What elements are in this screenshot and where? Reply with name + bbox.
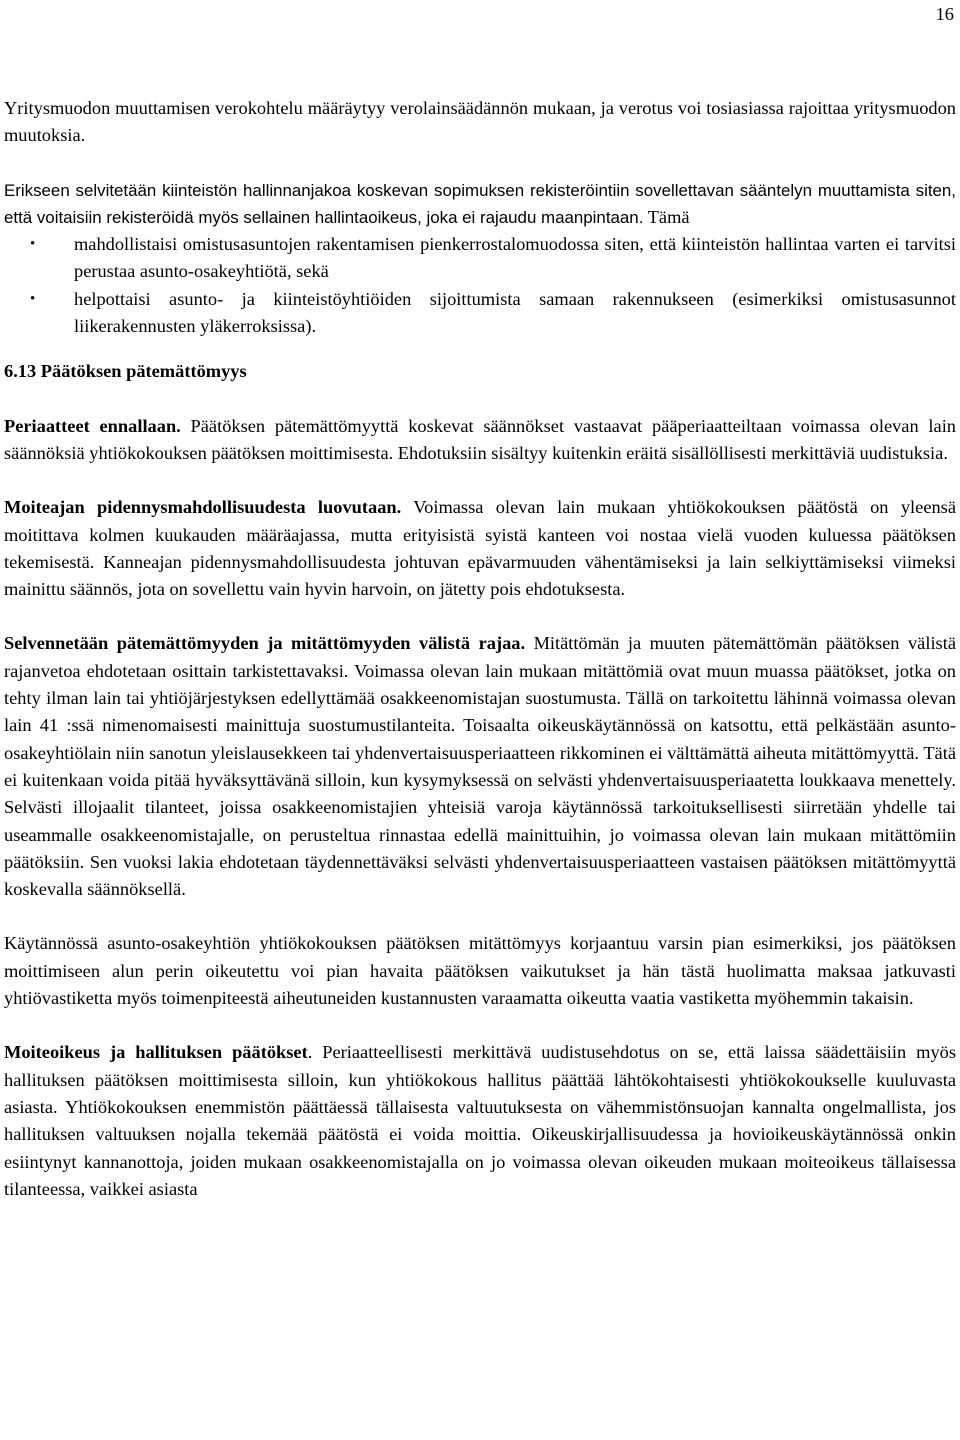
paragraph-body: Päätöksen pätemättömyyttä koskevat säännökset vastaavat pääperiaatteiltaan voimassa olevan lain säännöksiä yhtiökokouksen päätöksen moittimisesta. Ehdotuksiin sisältyy kuitenkin eräitä sisällöllisesti merkittäviä uudistuksia. xyxy=(4,415,957,463)
list-item-text: mahdollistaisi omistusasuntojen rakentamisen pienkerrostalomuodossa siten, että kiinteistön hallintaa varten ei tarvitsi perustaa asunto-osakeyhtiötä, sekä xyxy=(74,234,956,282)
paragraph-body: Voimassa olevan lain mukaan yhtiökokouksen päätöstä on yleensä moitittava kolmen kuukauden määräajassa, mutta erityisistä syistä kanteen voi nostaa vielä vuoden kuluessa päätöksen tekemisestä. Kanneajan pidennysmahdollisuudesta johtuvan epävarmuuden vähentämiseksi ja lain selkiyttämiseksi viimeksi mainittu säännös, jota on sovellettu vain hyvin harvoin, on jätetty pois ehdotuksesta. xyxy=(4,497,956,600)
bullet-list xyxy=(4,231,956,340)
paragraph-lead: Moiteoikeus ja hallituksen päätökset xyxy=(4,1042,308,1063)
paragraph-tax-treatment: Yritysmuodon muuttamisen verokohtelu määräytyy verolainsäädännön mukaan, ja verotus voi tosiasiassa rajoittaa yritysmuodon muutoksia. xyxy=(4,98,956,146)
paragraph-principles xyxy=(4,413,956,468)
paragraph-land-use-agreement xyxy=(4,177,956,232)
bullet-icon: • xyxy=(30,290,36,307)
page-number: 16 xyxy=(935,4,954,24)
paragraph-board-decisions xyxy=(4,1039,956,1203)
paragraph-practice: Käytännössä asunto-osakeyhtiön yhtiökokouksen päätöksen mitättömyys korjaantuu varsin pian esimerkiksi, jos päätöksen moittimiseen alun perin oikeutettu voi pian havaita päätöksen vaikutukset ja hän tästä huolimatta maksaa jatkuvasti yhtiövastiketta myös toimenpiteestä aiheutuneiden kustannusten varaamatta oikeutta vaatia vastiketta myöhemmin takaisin. xyxy=(4,933,956,1009)
paragraph-body: . Periaatteellisesti merkittävä uudistusehdotus on se, että laissa säädettäisiin myös hallituksen päätöksen moittimisesta silloin, kun yhtiökokous hallitus päättää lähtökohtaisesti yhtiökokoukselle kuuluvasta asiasta. Yhtiökokouksen enemmistön päättäessä tällaisesta valtuutuksesta on vähemmistönsuojan kannalta ongelmallista, jos hallituksen valtuuksen nojalla tekemää päätöstä ei voida moittia. Oikeuskirjallisuudessa ja hovioikeuskäytännössä onkin esiintynyt kannanottoja, joiden mukaan osakkeenomistajalla on jo voimassa olevan oikeuden mukaan moiteoikeus tällaisessa tilanteessa, vaikkei asiasta xyxy=(4,1042,956,1199)
list-item xyxy=(4,231,956,286)
paragraph-body: Mitättömän ja muuten pätemättömän päätöksen välistä rajanvetoa ehdotetaan osittain tarkistettavaksi. Voimassa olevan lain mukaan mitättömiä ovat muun muassa päätökset, jotka on tehty ilman lain tai yhtiöjärjestyksen edellyttämää osakkeenomistajan suostumusta. Tällä on tarkoitettu lähinnä voimassa olevan lain 41 :ssä nimenomaisesti mainittuja suostumustilanteita. Toisaalta oikeuskäytännössä on katsottu, että pelkästään asunto-osakeyhtiölain niin sanotun yleislausekkeen tai yhdenvertaisuusperiaatteen rikkominen ei välttämättä aiheuta mitättömyyttä. Tätä ei kuitenkaan voida pitää hyväksyttävänä silloin, kun kysymyksessä on selvästi yhdenvertaisuusperiaatetta loukkaava menettely. Selvästi illojaalit tilanteet, joissa osakkeenomistajien yhteisiä varoja käytännössä tarkoituksellisesti siirretään yhdelle tai useammalle osakkeenomistajalle, on perusteltua rinnastaa edellä mainittuihin, jo voimassa olevan lain mukaan mitättömiin päätöksiin. Sen vuoksi lakia ehdotetaan täydennettäväksi selvästi yhdenvertaisuusperiaatteen vastaisen päätöksen mitättömyyttä koskevalla säännöksellä. xyxy=(4,633,956,900)
paragraph-land-use-tail: Tämä xyxy=(643,206,690,227)
paragraph-lead: Periaatteet ennallaan. xyxy=(4,415,181,436)
paragraph-land-use-text: Erikseen selvitetään kiinteistön hallinnanjakoa koskevan sopimuksen rekisteröintiin sovellettavan sääntelyn muuttamista siten, että voitaisiin rekisteröidä myös sellainen hallintaoikeus, joka ei rajaudu maanpintaan. xyxy=(4,180,956,227)
page-content xyxy=(4,95,956,1230)
paragraph-lead: Moiteajan pidennysmahdollisuudesta luovutaan. xyxy=(4,497,402,518)
section-heading: 6.13 Päätöksen pätemättömyys xyxy=(4,361,247,382)
paragraph-time-limit xyxy=(4,494,956,603)
list-item-text: helpottaisi asunto- ja kiinteistöyhtiöiden sijoittumista samaan rakennukseen (esimerkiksi omistusasunnot liikerakennusten yläkerroksissa). xyxy=(74,288,956,337)
paragraph-lead: Selvennetään pätemättömyyden ja mitättömyyden välistä rajaa. xyxy=(4,633,526,654)
paragraph-invalidity-boundary xyxy=(4,630,956,903)
bullet-icon: • xyxy=(30,236,36,253)
list-item xyxy=(4,286,956,341)
